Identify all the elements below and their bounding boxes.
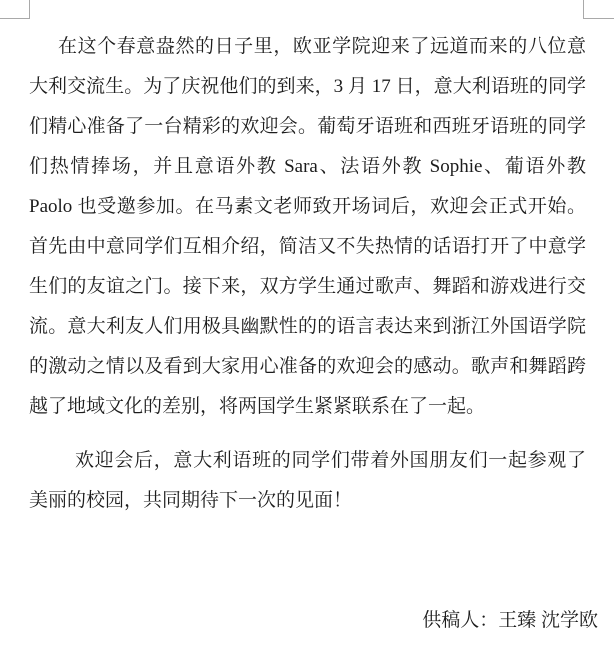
paragraph-campus-tour: 欢迎会后，意大利语班的同学们带着外国朋友们一起参观了美丽的校园，共同期待下一次的见面！ [29, 450, 586, 511]
document-body [29, 27, 598, 641]
paragraph-welcome-party: 在这个春意盎然的日子里，欧亚学院迎来了远道而来的八位意大利交流生。为了庆祝他们的到来，3 月 17 日，意大利语班的同学们精心准备了一台精彩的欢迎会。葡萄牙语班和西班牙语班的同学们热情捧场，并且意语外教 Sara、法语外教 Sophie、葡语外教 Paolo 也受邀参加。在马素文老师致开场词后，欢迎会正式开始。首先由中意同学们互相介绍，简洁又不失热情的话语打开了中意学生们的友谊之门。接下来，双方学生通过歌声、舞蹈和游戏进行交流。意大利友人们用极具幽默性的的语言表达来到浙江外国语学院的激动之情以及看到大家用心准备的欢迎会的感动。歌声和舞蹈跨越了地域文化的差别，将两国学生紧紧联系在了一起。 [29, 36, 586, 417]
text-boundary-corner-mark-top-right [583, 0, 614, 19]
byline-contributors: 供稿人：王臻 沈学欧 [422, 610, 598, 631]
text-boundary-corner-mark-top-left [0, 0, 30, 19]
